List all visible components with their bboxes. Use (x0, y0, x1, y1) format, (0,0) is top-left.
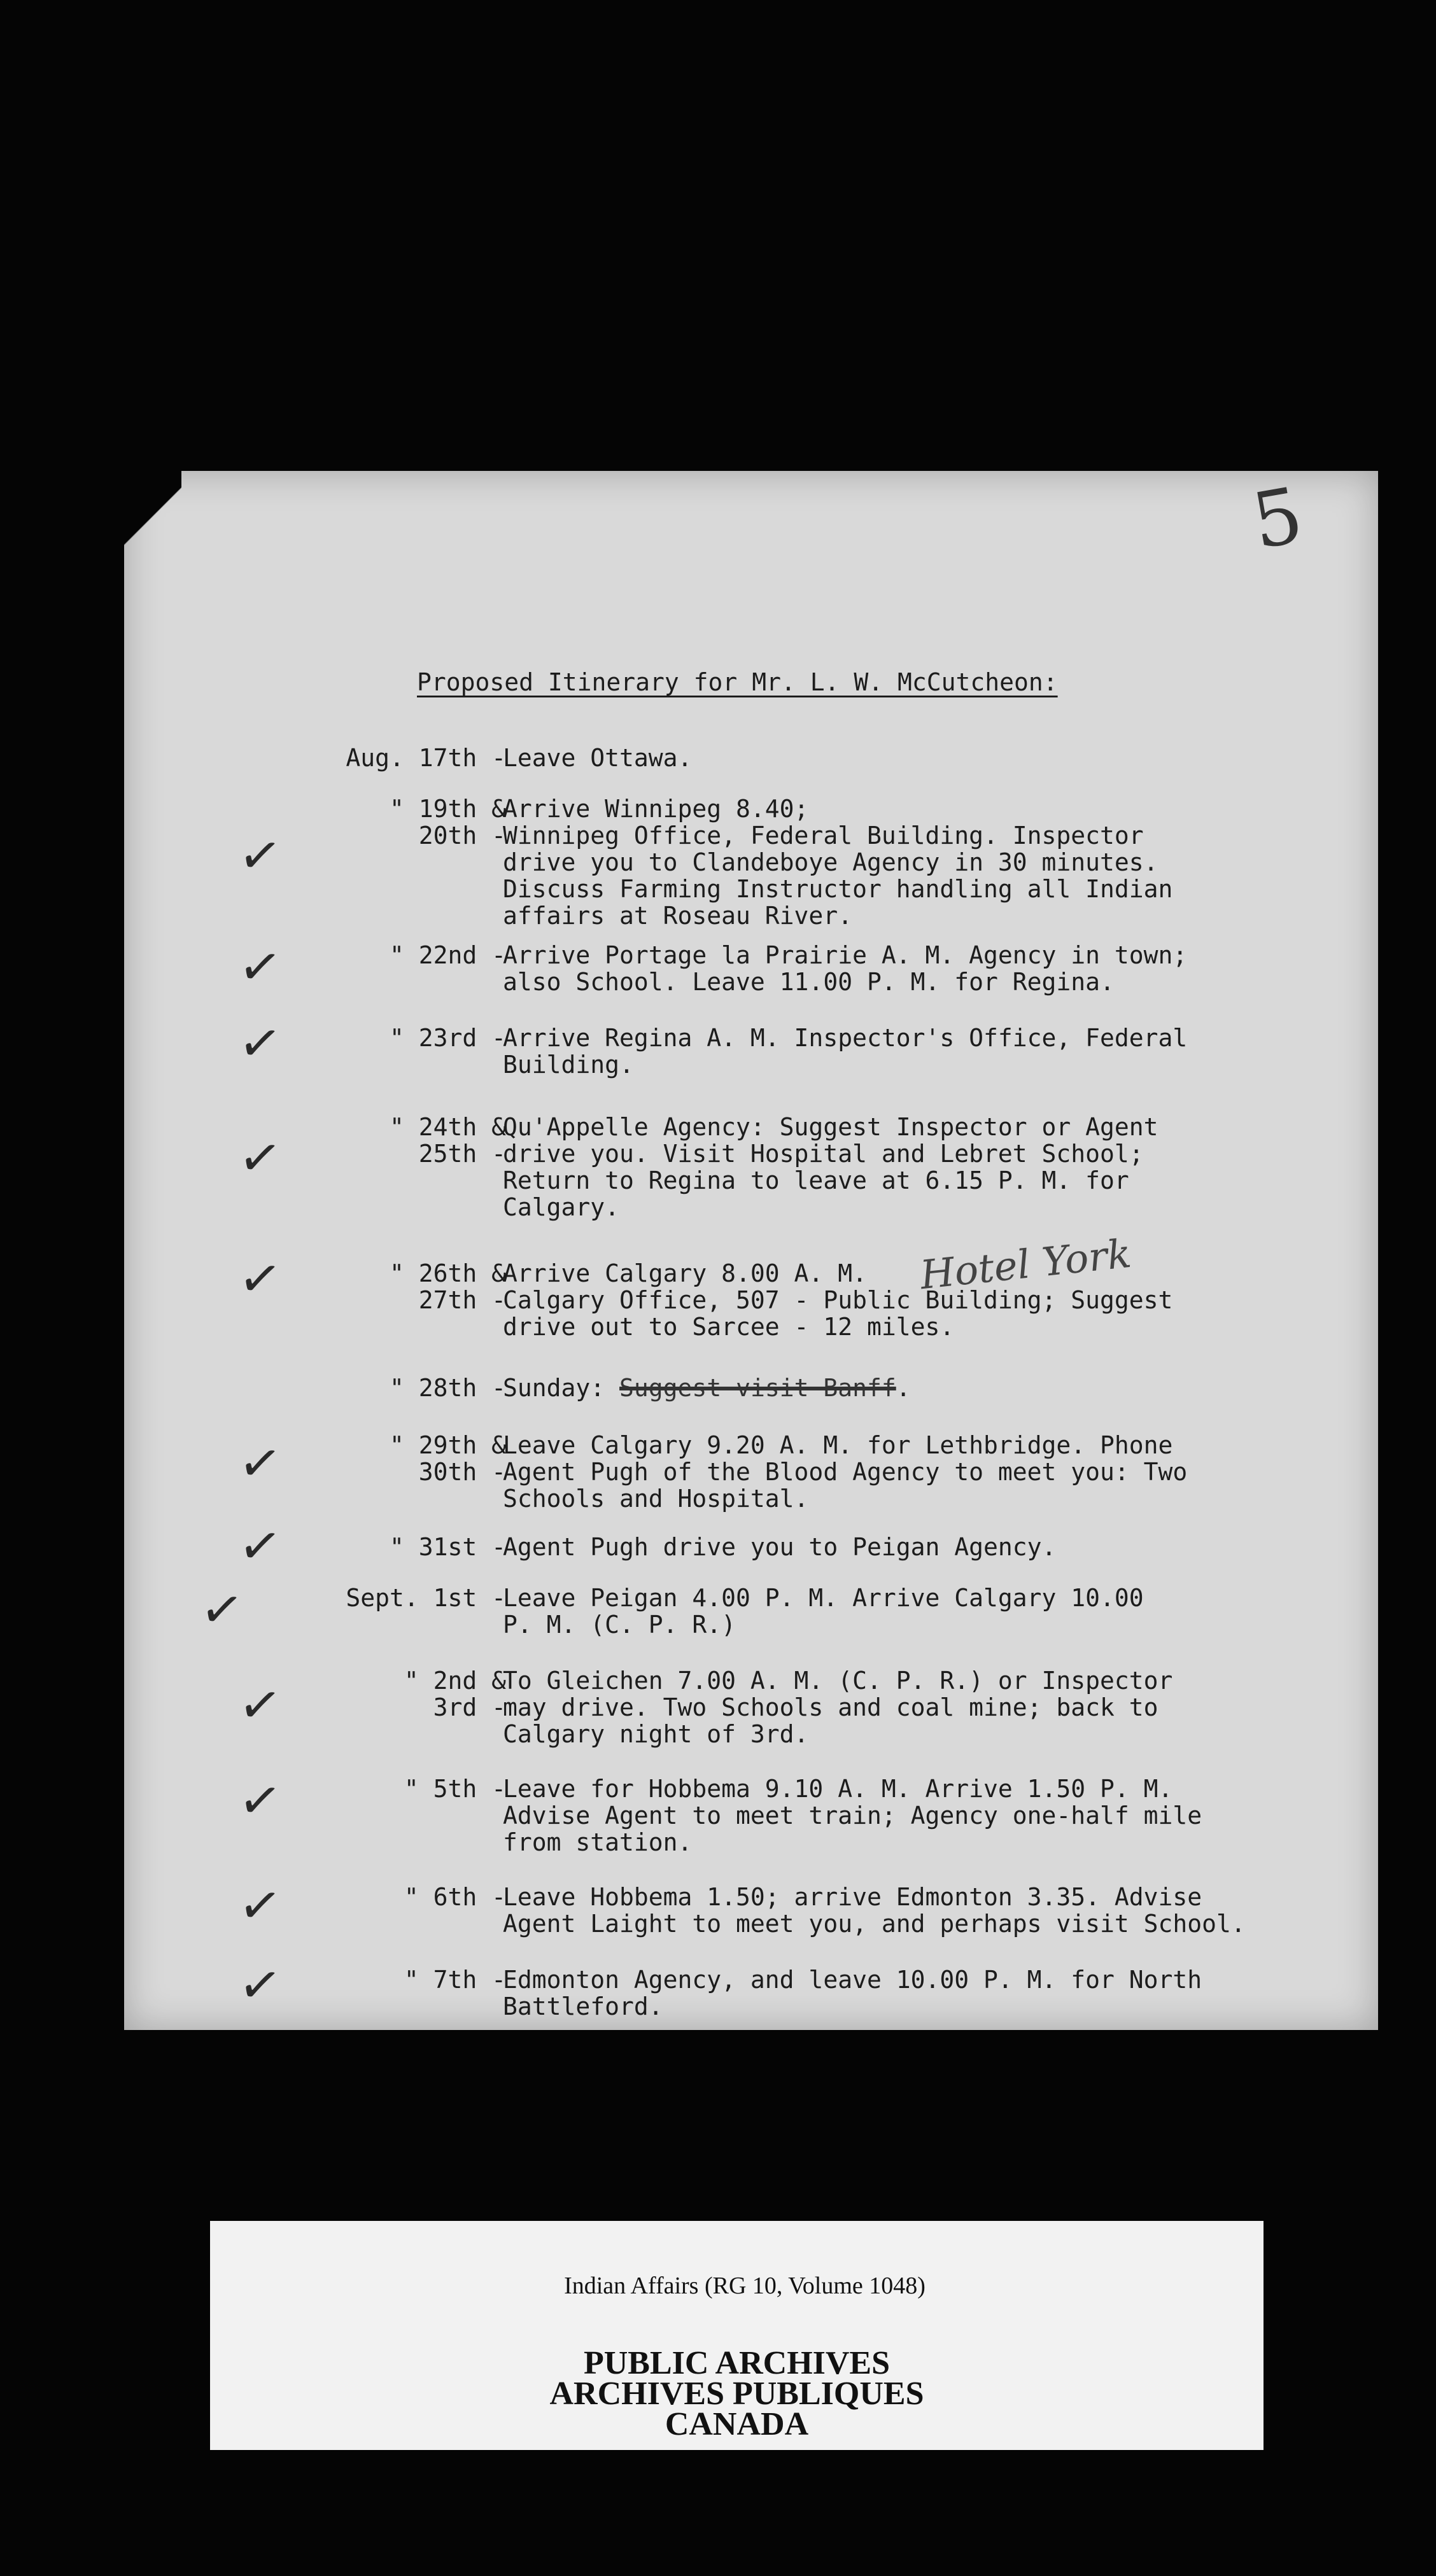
entry-date: " 2nd & 3rd - (404, 1667, 506, 1721)
entry-date: " 6th - (404, 1883, 506, 1911)
archive-name (210, 2345, 1264, 2442)
entry-text: To Gleichen 7.00 A. M. (C. P. R.) or Inspector may drive. Two Schools and coal mine; back to Calgary night of 3rd. (503, 1667, 1173, 1748)
entry-date: " 26th & 27th - (389, 1259, 506, 1314)
entry-text: Leave for Hobbema 9.10 A. M. Arrive 1.50 P. M. Advise Agent to meet train; Agency one-half mile from station. (503, 1775, 1202, 1856)
check-mark-icon: ✓ (234, 1125, 286, 1191)
entry-text: Arrive Portage la Prairie A. M. Agency in town; also School. Leave 11.00 P. M. for Regina. (503, 941, 1188, 996)
archive-line-3: CANADA (665, 2406, 809, 2442)
folded-corner (124, 471, 181, 560)
check-mark-icon: ✓ (234, 934, 286, 1000)
check-mark-icon: ✓ (234, 1513, 286, 1579)
entry-date: " 28th - (389, 1374, 506, 1402)
check-mark-icon: ✓ (234, 1768, 286, 1833)
entry-date: " 22nd - (389, 941, 506, 969)
entry-date: " 31st - (389, 1533, 506, 1561)
document-title: Proposed Itinerary for Mr. L. W. McCutcheon: (417, 668, 1058, 696)
check-mark-icon: ✓ (234, 1952, 286, 2018)
check-mark-icon: ✓ (234, 1011, 286, 1076)
entry-date: Sept. 1st - (346, 1584, 506, 1612)
entry-date: " 19th & 20th - (389, 795, 506, 850)
entry-text: Arrive Regina A. M. Inspector's Office, Federal Building. (503, 1024, 1188, 1079)
check-mark-icon: ✓ (234, 823, 286, 888)
entry-text: Qu'Appelle Agency: Suggest Inspector or Agent drive you. Visit Hospital and Lebret School; Return to Regina to leave at 6.15 P. M. for Calgary. (503, 1113, 1158, 1221)
archive-line-1: PUBLIC ARCHIVES (583, 2345, 890, 2381)
page-number: 5 (1246, 471, 1309, 567)
struck-text: Suggest visit Banff (619, 1374, 896, 1402)
entry-date: " 7th - (404, 1966, 506, 1994)
entry-date: " 5th - (404, 1775, 506, 1803)
entry-date: Aug. 17th - (346, 744, 506, 772)
check-mark-icon: ✓ (234, 1873, 286, 1938)
entry-text: Arrive Calgary 8.00 A. M. Calgary Office, 507 - Public Building; Suggest drive out to Sarcee - 12 miles. (503, 1259, 1173, 1341)
entry-text: Leave Hobbema 1.50; arrive Edmonton 3.35. Advise Agent Laight to meet you, and perhaps visit School. (503, 1883, 1246, 1938)
entry-text: Leave Calgary 9.20 A. M. for Lethbridge. Phone Agent Pugh of the Blood Agency to meet you: Two Schools and Hospital. (503, 1431, 1188, 1513)
check-mark-icon: ✓ (234, 1246, 286, 1312)
entry-text: Edmonton Agency, and leave 10.00 P. M. for North Battleford. (503, 1966, 1202, 2020)
entry-text: Leave Ottawa. (503, 744, 693, 772)
entry-text: Agent Pugh drive you to Peigan Agency. (503, 1533, 1057, 1561)
entry-date: " 23rd - (389, 1024, 506, 1052)
entry-text: Sunday: Suggest visit Banff. (503, 1374, 911, 1402)
entry-date: " 29th & 30th - (389, 1431, 506, 1486)
archive-stamp (210, 2221, 1264, 2450)
check-mark-icon: ✓ (234, 1431, 286, 1496)
archive-line-2: ARCHIVES PUBLIQUES (549, 2376, 924, 2412)
check-mark-icon: ✓ (234, 1672, 286, 1738)
entry-text: Leave Peigan 4.00 P. M. Arrive Calgary 10.00 P. M. (C. P. R.) (503, 1584, 1144, 1639)
entry-text: Arrive Winnipeg 8.40; Winnipeg Office, Federal Building. Inspector drive you to Clandeboye Agency in 30 minutes. Discuss Farming Instructor handling all Indian affairs at Roseau River. (503, 795, 1173, 930)
entry-text-label: Sunday: (503, 1374, 605, 1402)
archive-collection: Indian Affairs (RG 10, Volume 1048) (564, 2272, 926, 2299)
entry-date: " 24th & 25th - (389, 1113, 506, 1168)
check-mark-icon: ✓ (196, 1577, 248, 1642)
handwritten-note: Hotel York (918, 1229, 1134, 1299)
itinerary-page (124, 471, 1378, 2030)
